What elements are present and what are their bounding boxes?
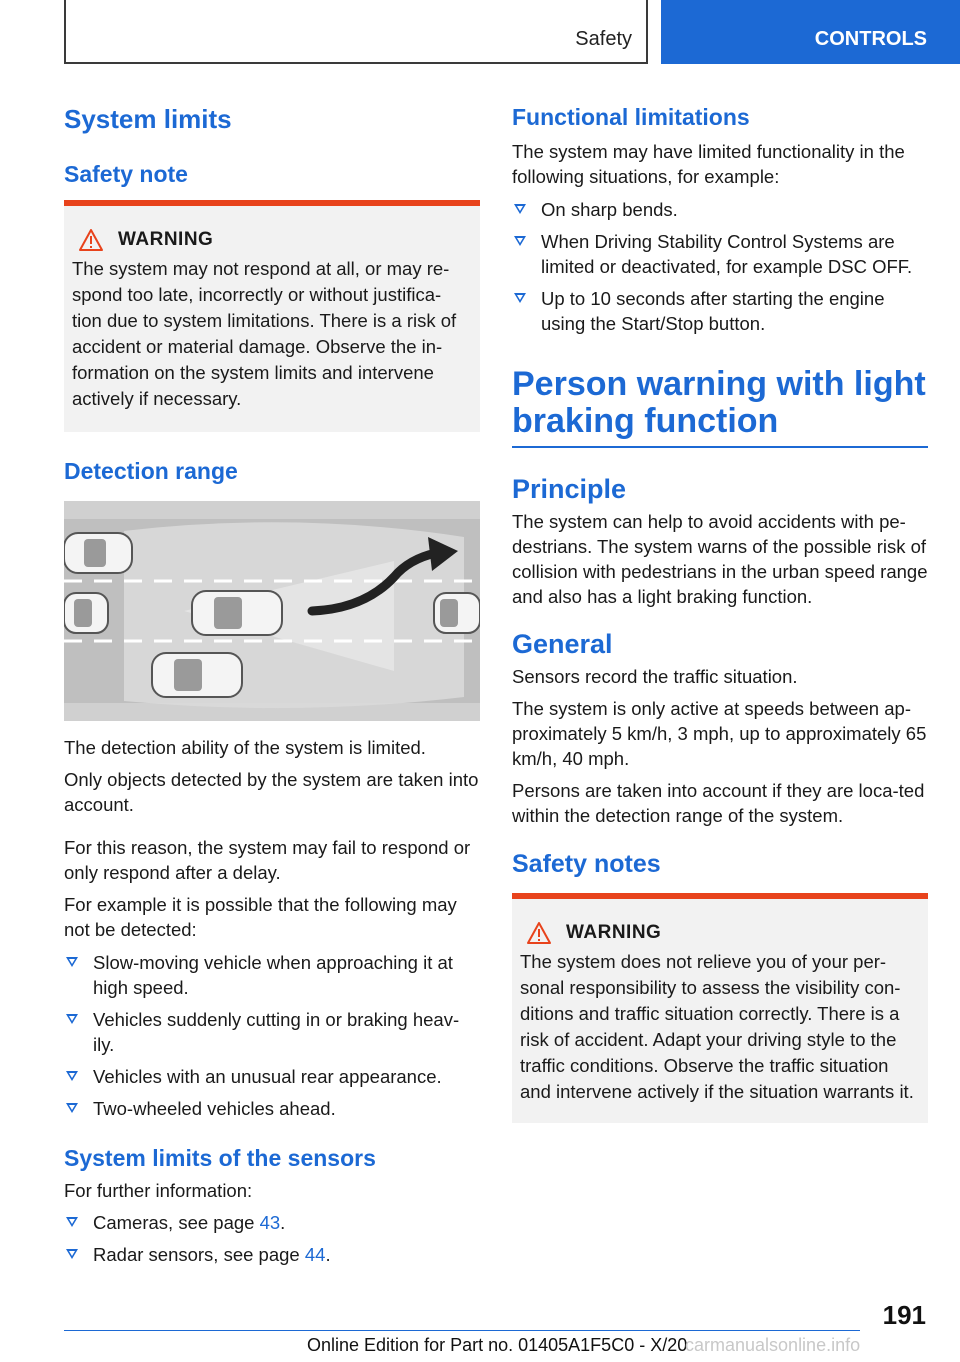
page-link-radar[interactable]: 44 <box>304 1244 326 1265</box>
bullet-triangle-icon <box>66 1014 78 1024</box>
header-chapter-box <box>661 0 960 64</box>
warning-triangle-icon <box>78 228 104 252</box>
warning-box <box>64 200 480 432</box>
detection-para-2: Only objects detected by the system are taken into account. <box>64 769 479 815</box>
warning-label: WARNING <box>118 229 214 250</box>
undetected-list <box>64 950 480 1121</box>
list-item: Vehicles suddenly cutting in or braking heav-ily. <box>64 1007 480 1057</box>
functional-intro: The system may have limited functionality in the following situations, for example: <box>512 141 905 187</box>
footer-watermark: carmanualsonline.info <box>685 1335 861 1355</box>
general-heading: General <box>512 629 613 659</box>
list-item: On sharp bends. <box>512 197 928 222</box>
footer-rule <box>64 1330 860 1331</box>
detection-range-illustration <box>64 501 480 721</box>
bullet-triangle-icon <box>514 236 526 246</box>
header-chapter-title: CONTROLS <box>814 28 927 50</box>
list-item: When Driving Stability Control Systems are limited or deactivated, for example DSC OFF. <box>512 229 928 279</box>
car-icon <box>64 533 132 573</box>
list-item: Cameras, see page 43. <box>64 1210 480 1235</box>
principle-text: The system can help to avoid accidents with pe-destrians. The system warns of the possible risk of collision with pedestrians in the urban speed range and also has a light braking function. <box>512 511 928 607</box>
page-number: 191 <box>882 1300 926 1330</box>
bullet-triangle-icon <box>66 1249 78 1259</box>
detection-para-4: For example it is possible that the following may not be detected: <box>64 894 457 940</box>
functional-limitations-heading: Functional limitations <box>512 104 750 130</box>
warning-text: The system may not respond at all, or may re-spond too late, incorrectly or without justifica-tion due to system limitations. There is a risk of accident or material damage. Observe the in-formation on the system limits and intervene actively if necessary. <box>72 258 457 409</box>
warning-text: The system does not relieve you of your per-sonal responsibility to assess the visibility con-ditions and traffic situation correctly. There is a risk of accident. Adapt your driving style to the traffic conditions. Observe the traffic situation and intervene actively if the situation warrants it. <box>520 951 914 1102</box>
header-section-title: Safety <box>575 28 632 50</box>
list-item: Slow-moving vehicle when approaching it at high speed. <box>64 950 480 1000</box>
warning-box <box>512 893 928 1123</box>
person-warning-heading: Person warning with light braking function <box>512 365 926 440</box>
safety-notes-heading: Safety notes <box>512 850 661 878</box>
warning-label: WARNING <box>566 922 662 943</box>
car-icon <box>152 653 242 697</box>
detection-para-3: For this reason, the system may fail to respond or only respond after a delay. <box>64 837 471 883</box>
header-section-box <box>64 0 648 64</box>
left-column <box>64 96 480 1267</box>
heading-rule <box>512 446 928 448</box>
functional-list <box>512 197 928 336</box>
bullet-triangle-icon <box>66 1071 78 1081</box>
sensors-intro: For further information: <box>64 1180 253 1201</box>
sensors-limits-heading: System limits of the sensors <box>64 1145 376 1171</box>
general-para-1: Sensors record the traffic situation. <box>512 666 798 687</box>
bullet-triangle-icon <box>66 1217 78 1227</box>
general-para-3: Persons are taken into account if they are loca-ted within the detection range of the system. <box>512 780 925 826</box>
principle-heading: Principle <box>512 474 627 504</box>
bullet-triangle-icon <box>66 957 78 967</box>
car-icon <box>434 593 480 633</box>
warning-triangle-icon <box>526 921 552 945</box>
bullet-triangle-icon <box>514 204 526 214</box>
general-para-2: The system is only active at speeds between ap-proximately 5 km/h, 3 mph, up to approximately 65 km/h, 40 mph. <box>512 698 927 769</box>
right-column <box>512 96 928 1123</box>
car-icon <box>64 593 108 633</box>
footer-edition: Online Edition for Part no. 01405A1F5C0 - X/20 <box>307 1335 688 1355</box>
page-link-cameras[interactable]: 43 <box>259 1212 281 1233</box>
car-icon <box>192 591 282 635</box>
list-item: Up to 10 seconds after starting the engine using the Start/Stop button. <box>512 286 928 336</box>
list-item: Vehicles with an unusual rear appearance. <box>64 1064 480 1089</box>
list-item: Two-wheeled vehicles ahead. <box>64 1096 480 1121</box>
sensor-links-list <box>64 1210 480 1267</box>
bullet-triangle-icon <box>514 293 526 303</box>
list-item: Radar sensors, see page 44. <box>64 1242 480 1267</box>
safety-note-heading: Safety note <box>64 161 188 187</box>
detection-para-1: The detection ability of the system is limited. <box>64 737 426 758</box>
system-limits-heading: System limits <box>64 104 232 134</box>
bullet-triangle-icon <box>66 1103 78 1113</box>
detection-range-heading: Detection range <box>64 458 238 484</box>
